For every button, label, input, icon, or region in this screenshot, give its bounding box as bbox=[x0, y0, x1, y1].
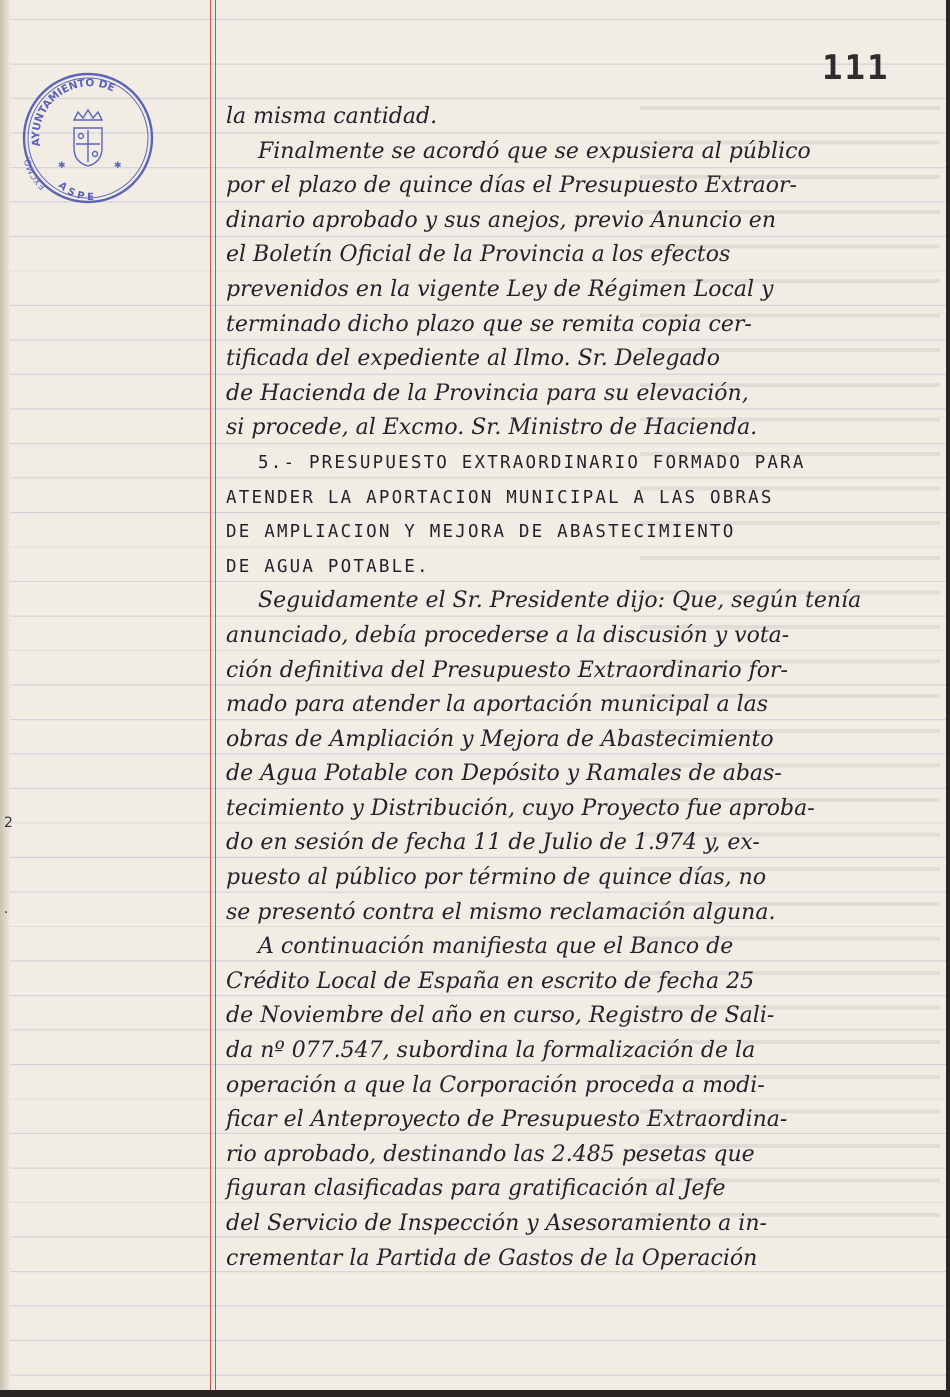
text-line: obras de Ampliación y Mejora de Abastecimiento bbox=[226, 726, 774, 752]
section-heading-line: DE AGUA POTABLE. bbox=[226, 556, 430, 577]
text-line: de Noviembre del año en curso, Registro de Sali- bbox=[226, 1003, 775, 1029]
text-line: de Agua Potable con Depósito y Ramales de abas- bbox=[226, 761, 782, 787]
seal-bottom-text: A S P E bbox=[55, 180, 94, 204]
margin-mark: 2 bbox=[4, 815, 13, 831]
margin-dot: · bbox=[4, 905, 9, 921]
text-line: da nº 077.547, subordina la formalización de la bbox=[226, 1038, 756, 1064]
book-spine bbox=[0, 0, 10, 1390]
municipal-seal-stamp bbox=[18, 68, 158, 208]
text-line: operación a que la Corporación proceda a modi- bbox=[226, 1072, 765, 1098]
text-line: crementar la Partida de Gastos de la Operación bbox=[226, 1245, 758, 1271]
text-line: Seguidamente el Sr. Presidente dijo: Que, según tenía bbox=[258, 588, 862, 614]
text-line: Crédito Local de España en escrito de fecha 25 bbox=[226, 968, 755, 994]
text-line: si procede, al Excmo. Sr. Ministro de Hacienda. bbox=[226, 415, 758, 441]
text-line: do en sesión de fecha 11 de Julio de 1.974 y, ex- bbox=[226, 830, 760, 856]
text-line: el Boletín Oficial de la Provincia a los efectos bbox=[226, 242, 731, 268]
text-line: de Hacienda de la Provincia para su elevación, bbox=[226, 380, 749, 406]
text-line: mado para atender la aportación municipal a las bbox=[226, 692, 769, 718]
text-line: del Servicio de Inspección y Asesoramiento a in- bbox=[226, 1211, 767, 1236]
svg-text:✱: ✱ bbox=[114, 161, 122, 171]
svg-text:EXCMO. bbox=[23, 155, 48, 191]
text-line: por el plazo de quince días el Presupuesto Extraor- bbox=[226, 173, 797, 199]
text-line: dinario aprobado y sus anejos, previo Anuncio en bbox=[226, 207, 776, 233]
handwritten-minutes-text bbox=[226, 100, 914, 1276]
section-heading-line: 5.- PRESUPUESTO EXTRAORDINARIO FORMADO PARA bbox=[258, 452, 806, 473]
text-line: rio aprobado, destinando las 2.485 pesetas que bbox=[226, 1141, 755, 1167]
seal-top-text: AYUNTAMIENTO DE bbox=[30, 77, 117, 148]
text-line: tecimiento y Distribución, cuyo Proyecto fue aproba- bbox=[226, 795, 815, 821]
text-line: anunciado, debía procederse a la discusión y vota- bbox=[226, 622, 790, 648]
coat-of-arms-icon bbox=[74, 110, 102, 166]
text-line: figuran clasificadas para gratificación al Jefe bbox=[226, 1176, 726, 1202]
text-line: tificada del expediente al Ilmo. Sr. Delegado bbox=[226, 346, 720, 372]
text-line: ficar el Anteproyecto de Presupuesto Extraordina- bbox=[226, 1107, 788, 1133]
text-line: prevenidos en la vigente Ley de Régimen Local y bbox=[226, 276, 774, 302]
text-line: Finalmente se acordó que se expusiera al público bbox=[258, 138, 811, 164]
text-line: ción definitiva del Presupuesto Extraordinario for- bbox=[226, 657, 788, 683]
text-line: se presentó contra el mismo reclamación alguna. bbox=[226, 899, 776, 925]
margin-rule-right bbox=[215, 0, 216, 1390]
text-line: puesto al público por término de quince días, no bbox=[226, 865, 767, 891]
text-line: A continuación manifiesta que el Banco de bbox=[258, 934, 734, 960]
text-line: la misma cantidad. bbox=[226, 104, 438, 129]
page-number: 111 bbox=[822, 48, 890, 88]
section-heading-line: ATENDER LA APORTACION MUNICIPAL A LAS OBRAS bbox=[226, 487, 774, 508]
text-line: terminado dicho plazo que se remita copia cer- bbox=[226, 311, 752, 337]
svg-text:✱: ✱ bbox=[58, 161, 66, 171]
margin-rule-left bbox=[210, 0, 211, 1390]
seal-left-text: EXCMO. bbox=[22, 155, 49, 192]
svg-text:AYUNTAMIENTO DE bbox=[30, 77, 117, 147]
section-heading-line: DE AMPLIACION Y MEJORA DE ABASTECIMIENTO bbox=[226, 522, 736, 543]
svg-text:A S P E bbox=[56, 180, 94, 203]
